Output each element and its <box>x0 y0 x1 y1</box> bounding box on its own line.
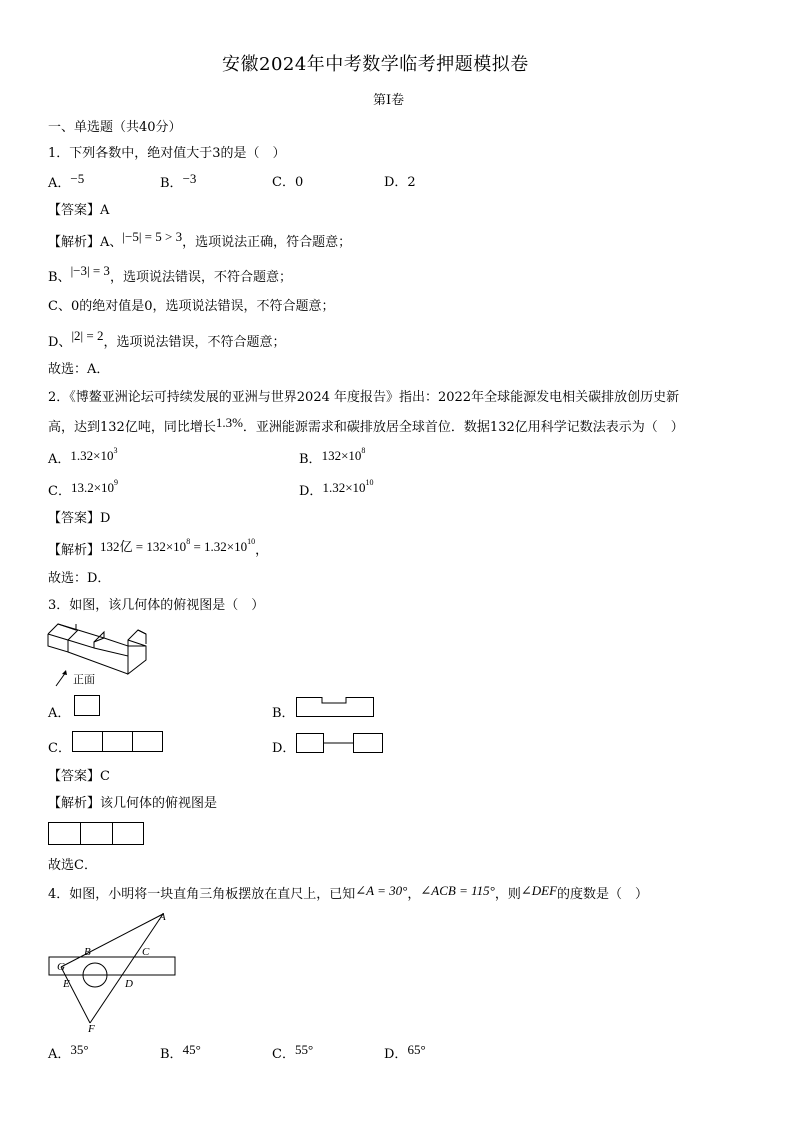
analysis-prefix: D、 <box>48 335 72 350</box>
q2-answer: 【答案】D <box>48 511 111 526</box>
option-value: 35° <box>70 1042 89 1057</box>
analysis-prefix: 【解析】 <box>48 543 101 558</box>
q3-analysis: 【解析】该几何体的俯视图是 <box>48 796 218 811</box>
option-value: −5 <box>70 171 85 186</box>
q2-choose: 故选：D． <box>48 571 111 586</box>
option-exponent: 8 <box>361 446 366 455</box>
option-base: 1.32×10 <box>322 480 366 495</box>
q4-triangle-ruler-figure <box>46 910 178 1035</box>
option-label: B． <box>299 452 322 467</box>
q3-answer: 【答案】C <box>48 769 110 784</box>
q2-option-d <box>299 478 374 499</box>
option-value: 65° <box>407 1042 426 1057</box>
analysis-prefix: B、 <box>48 270 71 285</box>
point-label-a: A <box>159 911 166 923</box>
q4-option-b <box>160 1042 201 1062</box>
option-value: 55° <box>294 1042 314 1057</box>
front-label: 正面 <box>73 673 95 686</box>
q3-solid-figure <box>46 622 152 690</box>
q1-option-c: C．0 <box>272 175 304 190</box>
option-value <box>71 480 118 495</box>
q4-stem <box>48 883 649 902</box>
option-exponent: 3 <box>113 446 118 455</box>
option-exponent: 9 <box>114 478 119 487</box>
point-label-b: B <box>84 946 91 958</box>
q1-option-a <box>48 171 85 191</box>
q1-analysis-b <box>48 263 292 285</box>
q3-analysis-figure <box>48 822 145 846</box>
q1-answer: 【答案】A <box>48 203 110 218</box>
q2-option-a <box>48 446 118 467</box>
point-label-f: F <box>88 1023 95 1035</box>
option-label: A． <box>48 176 71 191</box>
q2-option-b <box>299 446 366 467</box>
option-label: D． <box>299 484 323 499</box>
option-value: −3 <box>182 171 197 186</box>
stem-text: 4．如图，小明将一块直角三角板摆放在直尺上，已知 <box>48 887 356 902</box>
q3-option-b-label: B． <box>272 706 295 721</box>
option-base: 1.32×10 <box>70 448 114 463</box>
analysis-math-part: = 1.32×10 <box>190 539 248 554</box>
analysis-text: ，选项说法错误，不符合题意； <box>109 270 292 285</box>
stem-text: ．亚洲能源需求和碳排放居全球首位．数据132亿用科学记数法表示为（ ） <box>242 420 684 435</box>
analysis-math <box>100 539 255 554</box>
option-exponent: 10 <box>365 478 374 487</box>
stem-text: 的度数是（ ） <box>557 887 649 902</box>
analysis-math: |−3| = 3 <box>70 263 110 278</box>
stem-text: ，则 <box>494 887 521 902</box>
volume-label: 第I卷 <box>373 93 405 108</box>
option-value <box>322 448 366 463</box>
point-label-g: G <box>57 961 65 973</box>
point-label-e: E <box>63 978 70 990</box>
q4-option-a <box>48 1042 89 1062</box>
stem-math: 1.3% <box>215 415 243 430</box>
analysis-math: |−5| = 5 > 3 <box>122 229 183 244</box>
q1-analysis-c: C、0的绝对值是0，选项说法错误，不符合题意； <box>48 299 335 314</box>
stem-text: 高，达到132亿吨，同比增长 <box>48 420 216 435</box>
analysis-prefix: 【解析】A、 <box>48 235 123 250</box>
q4-option-c <box>272 1042 314 1062</box>
q3-choose: 故选C． <box>48 858 97 873</box>
option-value <box>70 448 117 463</box>
section-heading: 一、单选题（共40分） <box>48 120 182 135</box>
option-value: 45° <box>182 1042 201 1057</box>
q3-option-c-label: C． <box>48 741 71 756</box>
page-title: 安徽2024年中考数学临考押题模拟卷 <box>222 54 529 75</box>
option-value <box>322 480 373 495</box>
angle-def: ∠DEF <box>520 883 558 898</box>
q3-option-d-label: D． <box>272 741 296 756</box>
option-label: A． <box>48 1047 71 1062</box>
analysis-text: ， <box>255 543 269 558</box>
analysis-text: ，选项说法正确，符合题意； <box>182 235 352 250</box>
q3-option-d-figure <box>296 733 384 754</box>
q2-stem-line2 <box>48 415 684 435</box>
q1-analysis-d <box>48 328 286 350</box>
option-label: B． <box>160 1047 183 1062</box>
q1-analysis-a <box>48 229 352 250</box>
analysis-math: |2| = 2 <box>71 328 104 343</box>
q2-stem-line1: 2．《博鳌亚洲论坛可持续发展的亚洲与世界2024 年度报告》指出：2022年全球能源发电相关碳排放创历史新 <box>48 390 680 405</box>
option-base: 132×10 <box>321 448 362 463</box>
option-label: C． <box>48 484 71 499</box>
point-label-d: D <box>125 978 133 990</box>
point-label-c: C <box>142 946 150 958</box>
analysis-exponent: 10 <box>247 537 256 546</box>
q3-option-a-label: A． <box>48 706 71 721</box>
q1-stem: 1．下列各数中，绝对值大于3的是（ ） <box>48 146 286 161</box>
option-label: C． <box>272 1047 295 1062</box>
q1-option-d: D．2 <box>384 175 416 190</box>
angle-acb: ∠ACB = 115° <box>420 883 495 898</box>
option-label: D． <box>384 1047 408 1062</box>
analysis-math-part: 132亿 = 132×10 <box>100 539 187 554</box>
option-base: 13.2×10 <box>70 480 115 495</box>
q3-option-a-figure <box>74 695 100 716</box>
q3-stem: 3．如图，该几何体的俯视图是（ ） <box>48 598 265 613</box>
stem-text: ， <box>407 887 421 902</box>
q4-option-d <box>384 1042 426 1062</box>
option-label: B． <box>160 176 183 191</box>
analysis-text: ，选项说法错误，不符合题意； <box>103 335 286 350</box>
q3-option-c-figure <box>72 731 164 753</box>
angle-a: ∠A = 30° <box>355 883 408 898</box>
q2-option-c <box>48 478 119 499</box>
analysis-exponent: 8 <box>186 537 191 546</box>
q3-option-b-figure <box>296 697 374 717</box>
q1-option-b <box>160 171 197 191</box>
option-label: A． <box>48 452 71 467</box>
q2-analysis <box>48 537 269 558</box>
q1-choose: 故选：A． <box>48 362 110 377</box>
